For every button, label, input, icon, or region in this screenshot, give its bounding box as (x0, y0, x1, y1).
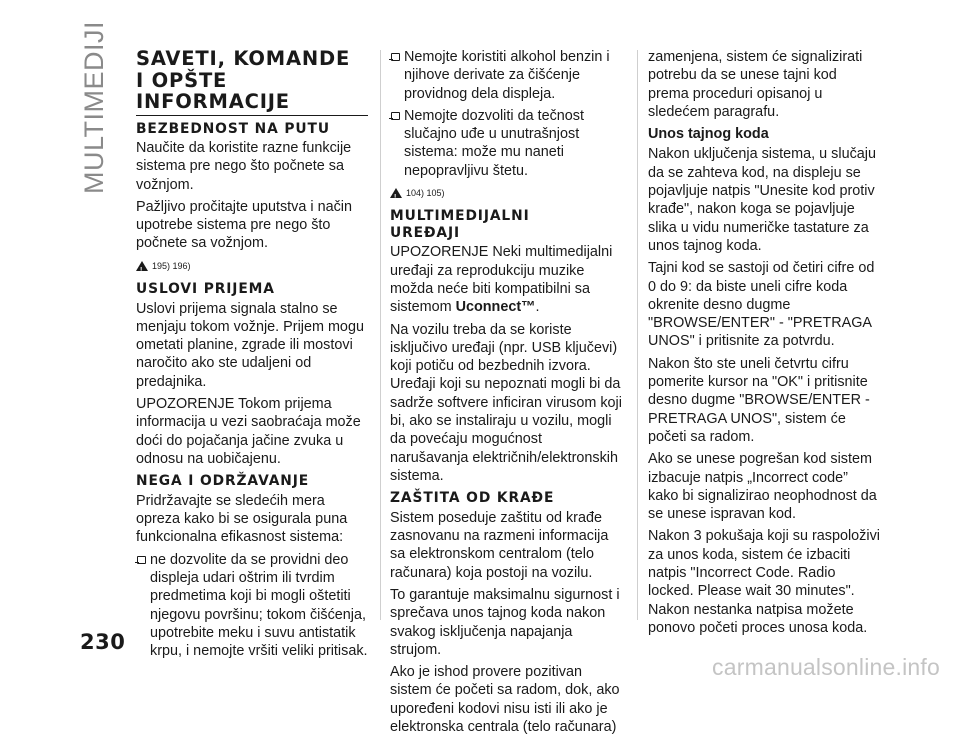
chapter-side-label (79, 21, 109, 194)
paragraph: Nakon što ste uneli četvrtu cifru pomerite kursor na "OK" i pritisnite desno dugme "BROWSE/ENTER - PRETRAGA UNOS", sistem će početi sa radom. (648, 355, 870, 445)
column-divider-1 (380, 50, 381, 620)
bullet-item (390, 48, 622, 103)
page-title-line-3: INFORMACIJE (136, 90, 290, 113)
column-2 (390, 48, 622, 740)
paragraph: Naučite da koristite razne funkcije sistema pre nego što počnete sa vožnjom. (136, 140, 352, 193)
page-title (136, 48, 368, 116)
brand-name: Uconnect™ (455, 299, 536, 316)
column-3 (648, 48, 880, 641)
column-1 (136, 48, 368, 664)
chapter-side-label-text: MULTIMEDIJI (79, 21, 109, 194)
page-number: 230 (80, 630, 126, 654)
paragraph-text: UPOZORENJE Neki multimedijalni uređaji za reprodukciju muzike možda neće biti kompatibilni sa sistemom (390, 244, 613, 316)
bullet-arrow-icon (391, 112, 400, 120)
paragraph: Sistem poseduje zaštitu od krađe zasnovanu na razmeni informacija sa elektronskom centralom (telo računara) koja postoji na vozilu. (390, 509, 609, 581)
warning-reference-numbers: 195) 196) (152, 260, 191, 271)
bullet-arrow-icon (391, 53, 400, 61)
paragraph: Pažljivo pročitajte uputstva i način upotrebe sistema pre nego što počnete sa vožnjom. (136, 198, 352, 252)
bullet-item (136, 551, 368, 661)
paragraph-end: . (535, 299, 540, 316)
bullet-arrow-icon (137, 556, 146, 564)
section-heading-maintenance: NEGA I ODRŽAVANJE (136, 473, 310, 490)
warning-reference-numbers: 104) 105) (406, 188, 445, 199)
bullet-text: Nemojte koristiti alkohol benzin i njihove derivate za čišćenje providnog dela displeja. (404, 49, 610, 102)
paragraph (390, 243, 622, 316)
watermark: carmanualsonline.info (712, 654, 940, 680)
paragraph: Ako se unese pogrešan kod sistem izbacuje natpis „Incorrect code” kako bi signalizirao neophodnost da se unese ispravan kod. (648, 451, 877, 523)
bullet-text: ne dozvolite da se providni deo displeja udari oštrim ili tvrdim predmetima koji bi mogli oštetiti njegovu površinu; tokom čišćenja, upotrebite meku i suvu antistatik krpu, i nemojte vršiti veliki pritisak. (150, 551, 368, 660)
section-heading-reception: USLOVI PRIJEMA (136, 281, 275, 298)
section-heading-multimedia-devices (390, 208, 622, 241)
paragraph: Nakon 3 pokušaja koji su raspoloživi za unos koda, sistem će izbaciti natpis "Incorrect Code. Radio locked. Please wait 30 minutes". Nakon nestanka natpisa možete ponovo početi proces unosa koda. (648, 528, 880, 636)
paragraph: zamenjena, sistem će signalizirati potrebu da se unese tajni kod prema proceduri opisanoj u sledećem paragrafu. (648, 49, 863, 120)
paragraph: To garantuje maksimalnu sigurnost i sprečava unos tajnog koda nakon svakog isključenja napajanja strujom. (390, 586, 620, 658)
paragraph: Tajni kod se sastoji od četiri cifre od 0 do 9: da biste uneli cifre koda okrenite desno dugme "BROWSE/ENTER" - "PRETRAGA UNOS" i pritisnite za potvrdu. (648, 260, 875, 350)
section-heading-anti-theft: ZAŠTITA OD KRAĐE (390, 490, 555, 507)
warning-triangle-icon (136, 261, 148, 271)
column-divider-2 (637, 50, 638, 620)
paragraph: UPOZORENJE Tokom prijema informacija u vezi saobraćaja može doći do pojačanja jačine zvuka u odnosu na uobičajenu. (136, 396, 361, 467)
warning-reference (136, 257, 368, 275)
paragraph: Uslovi prijema signala stalno se menjaju tokom vožnje. Prijem mogu ometati planine, zgrade ili mostovi naročito ako ste udaljeni od predajnika. (136, 300, 364, 390)
section-heading-line-1: MULTIMEDIJALNI (390, 208, 530, 225)
subheading-secret-code-entry: Unos tajnog koda (648, 126, 769, 143)
warning-reference (390, 184, 622, 202)
page-title-line-2: I OPŠTE (136, 68, 228, 92)
paragraph: Nakon uključenja sistema, u slučaju da se zahteva kod, na displeju se pojavljuje natpis "Unesite kod protiv krađe", nakon koga se pojavljuje slika u vidu numeričke tastature za unos tajnog koda. (648, 146, 876, 254)
section-heading-road-safety: BEZBEDNOST NA PUTU (136, 120, 330, 137)
paragraph: Ako je ishod provere pozitivan sistem će početi sa radom, dok, ako upoređeni kodovi nisu isti ili ako je elektronska centrala (telo računara) (390, 664, 620, 735)
bullet-text: Nemojte dozvoliti da tečnost slučajno uđe u unutrašnjost sistema: može mu naneti nepopravljivu štetu. (404, 107, 584, 179)
bullet-item (390, 107, 622, 180)
page-title-line-1: SAVETI, KOMANDE (136, 47, 351, 70)
paragraph: Na vozilu treba da se koriste isključivo uređaji (npr. USB ključevi) koji potiču od bezbednih izvora. Uređaji koji su nepoznati mogli bi da sadrže softvere inficiran virusom koji bi, ako se instaliraju u vozilu, mogli da povećaju mogućnost narušavanja električnih/elektronskih sistema. (390, 321, 622, 484)
paragraph: Pridržavajte se sledećih mera opreza kako bi se osigurala puna funkcionalna efikasnost sistema: (136, 492, 348, 546)
warning-triangle-icon (390, 188, 402, 198)
section-heading-line-2: UREĐAJI (390, 224, 461, 241)
